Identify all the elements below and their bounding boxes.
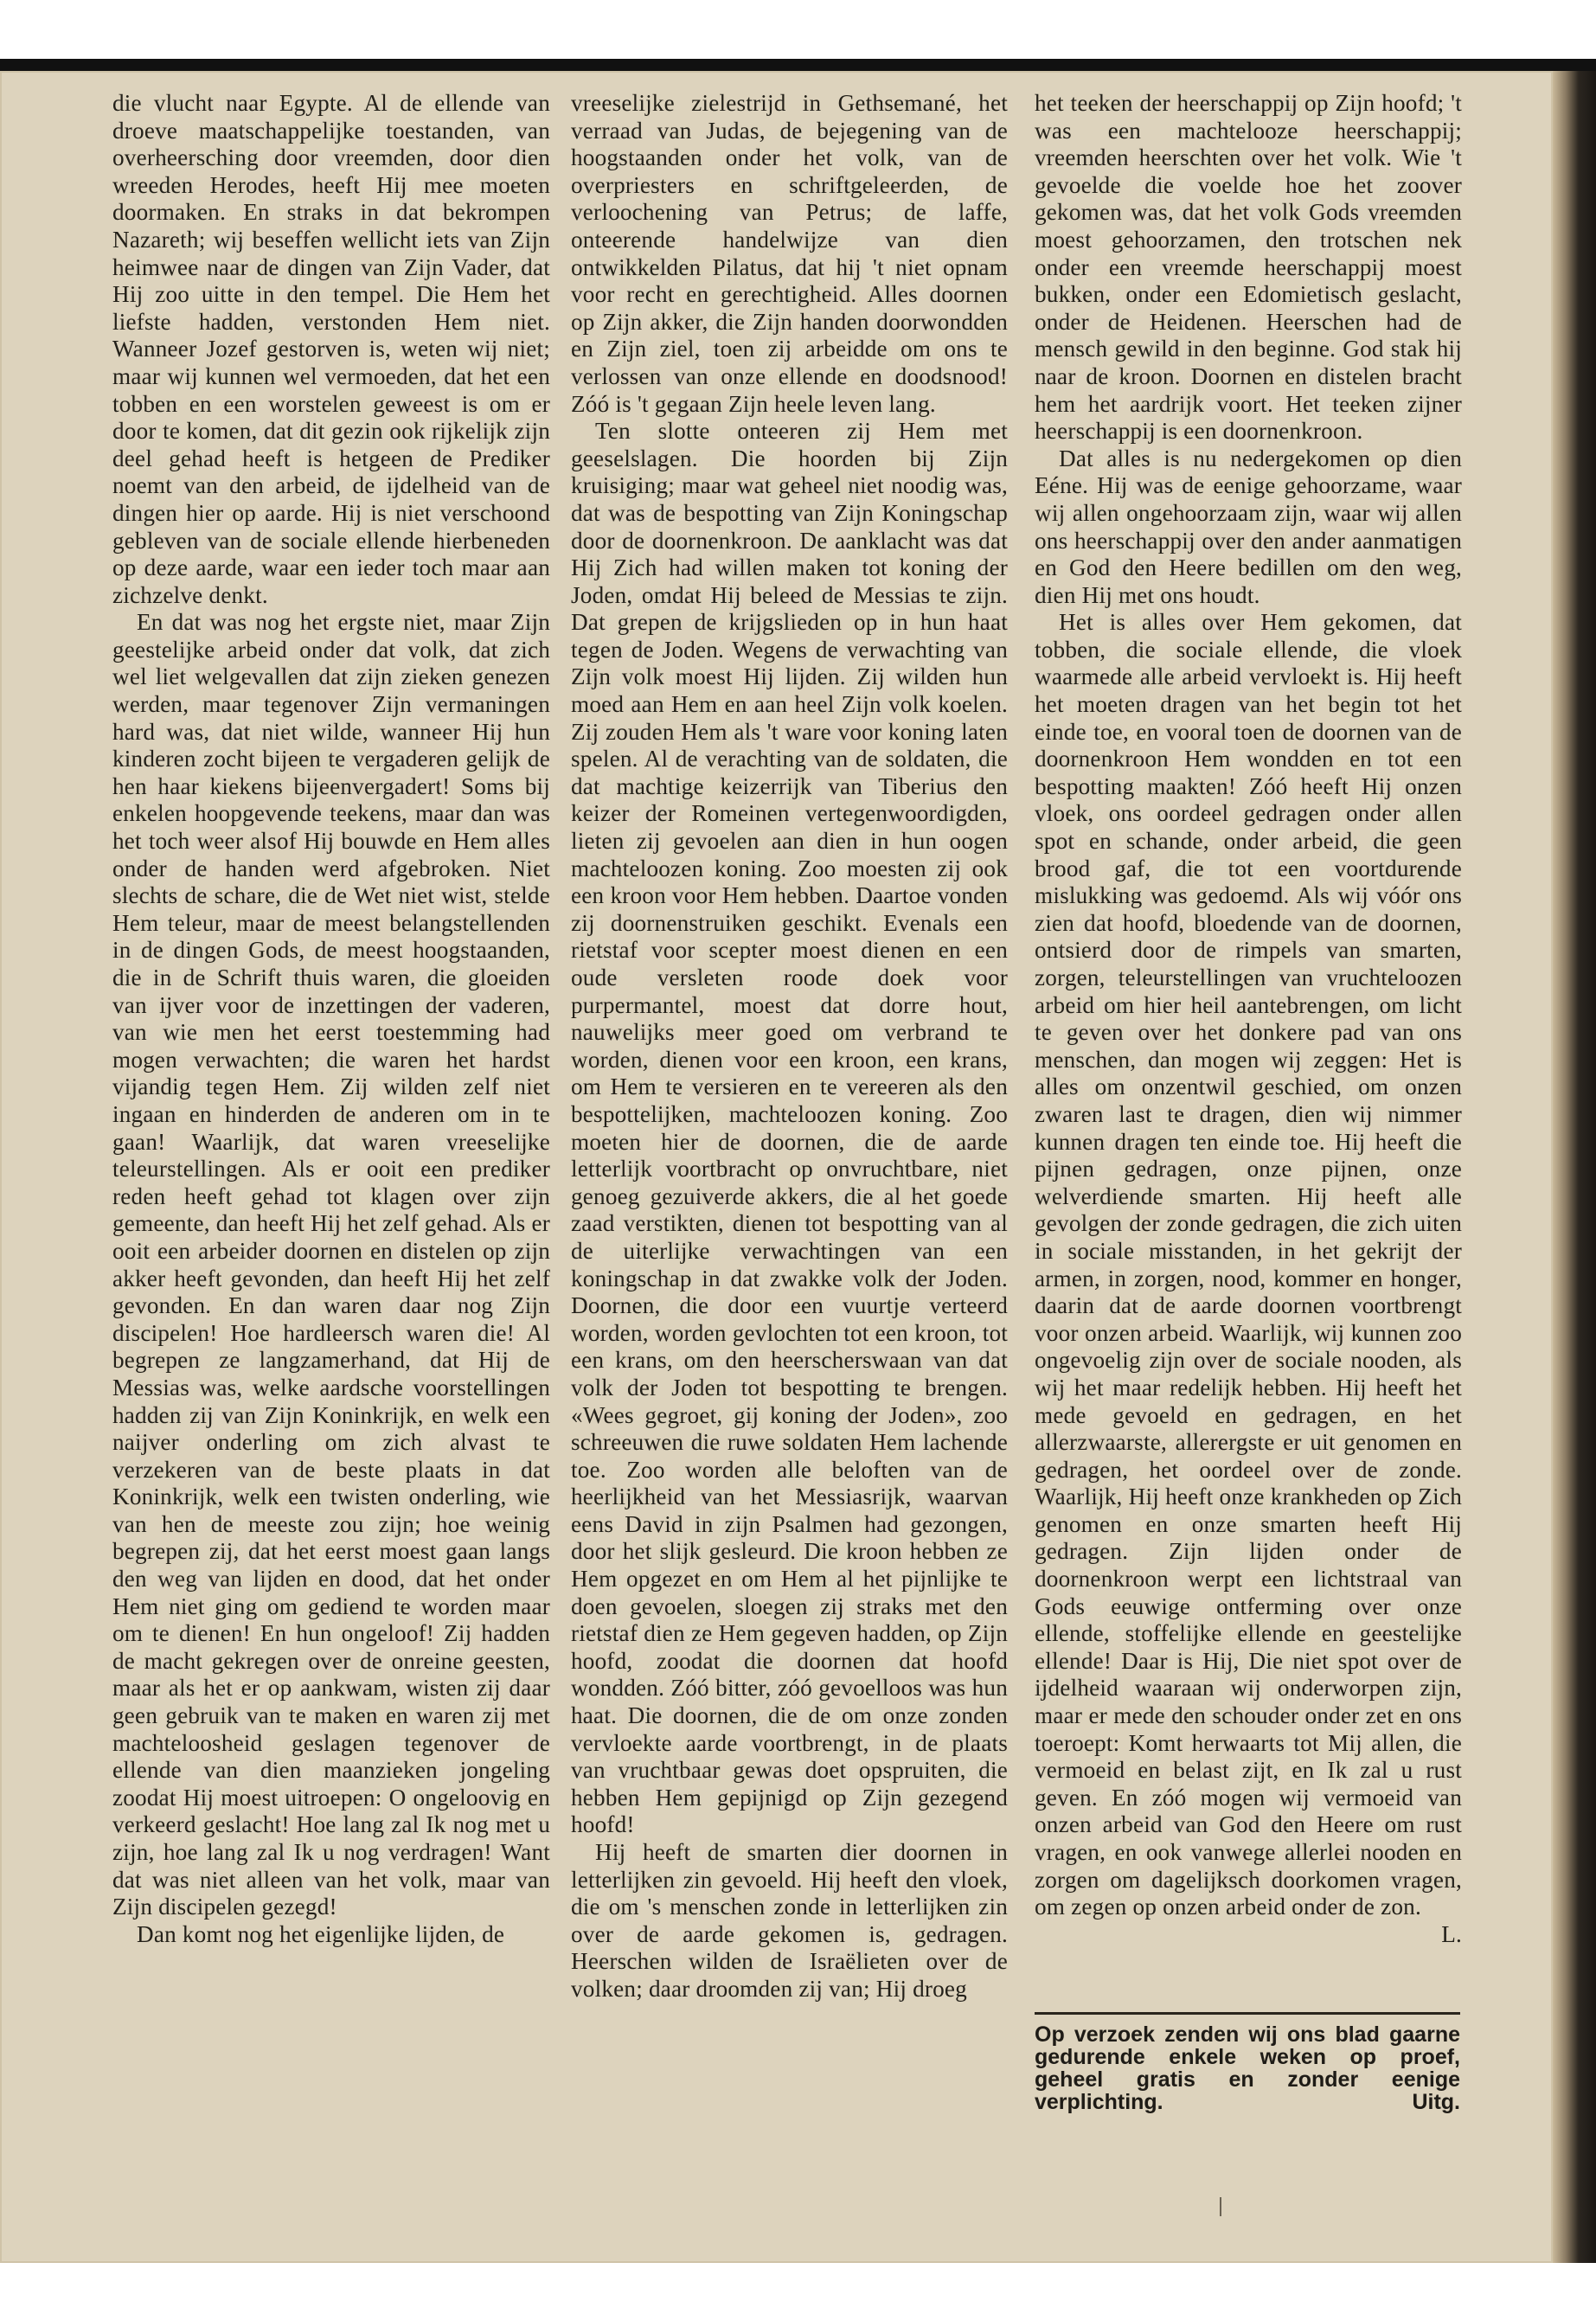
notice-text: Op verzoek zenden wij ons blad gaarne gedurende enkele weken op proef, geheel gratis en zonder eenige verplichting.	[1035, 2022, 1460, 2114]
paragraph: het teeken der heerschappij op Zijn hoofd; 't was een machtelooze heerschappij; vreemden heerschten over het volk. Wie 't gevoelde die voelde hoe het zoover gekomen was, dat het volk Gods vreemden moest gehoorzamen, den trotschen nek onder een vreemde heerschappij moest bukken, onder een Edomietisch geslacht, onder de Heidenen. Heerschen had de mensch gewild in den beginne. God stak hij naar de kroon. Doornen en distelen bracht hem het aardrijk voort. Het teeken zijner heerschappij is een doornenkroon.	[1035, 90, 1462, 445]
text-column-1	[112, 90, 550, 1948]
paragraph: En dat was nog het ergste niet, maar Zijn geestelijke arbeid onder dat volk, dat zich wel liet welgevallen dat zijn zieken genezen werden, maar tegenover Zijn vermaningen hard was, dat niet wilde, wanneer Hij hun kinderen zocht bijeen te vergaderen gelijk de hen haar kiekens bijeenvergadert! Soms bij enkelen hoopgevende teekens, maar dan was het toch weer alsof Hij bouwde en Hem alles onder de handen werd afgebroken. Niet slechts de schare, die de Wet niet wist, stelde Hem teleur, maar de meest belangstellenden in de dingen Gods, de meest hoogstaanden, die in de Schrift thuis waren, die gloeiden van ijver voor de inzettingen der vaderen, van wie men het eerst toestemming had mogen verwachten; die waren het hardst vijandig tegen Hem. Zij wilden zelf niet ingaan en hinderden de anderen om in te gaan! Waarlijk, dat waren vreeselijke teleurstellingen. Als er ooit een prediker reden heeft gehad tot klagen over zijn gemeente, dan heeft Hij het zelf gehad. Als er ooit een arbeider doornen en distelen op zijn akker heeft gevonden, dan heeft Hij het zelf gevonden. En dan waren daar nog Zijn discipelen! Hoe hardleersch waren die! Al begrepen ze langzamerhand, dat Hij de Messias was, welke aardsche voorstellingen hadden zij van Zijn Koninkrijk, en welk een naijver onderling om zich alvast te verzekeren van de beste plaats in dat Koninkrijk, welk een twisten onderling, wie van hen de meeste zou zijn; hoe weinig begrepen zij, dat het eerst moest gaan langs den weg van lijden en dood, dat het onder Hem niet ging om gediend te worden maar om te dienen! En hun ongeloof! Zij hadden de macht gekregen over de onreine geesten, maar als het er op aankwam, wisten zij daar geen gebruik van te maken en waren zij met machteloosheid geslagen tegenover de ellende van dien maanzieken jongeling zoodat Hij moest uitroepen: O ongeloovig en verkeerd geslacht! Hoe lang zal Ik nog met u zijn, hoe lang zal Ik u nog verdragen! Want dat was niet alleen van het volk, maar van Zijn discipelen gezegd!	[112, 609, 550, 1920]
notice-signature: Uitg.	[1412, 2090, 1460, 2114]
author-signature: L.	[1441, 1920, 1462, 1947]
print-mark	[1220, 2197, 1221, 2216]
subscription-notice	[1035, 2012, 1460, 2113]
page-spine	[1553, 71, 1596, 2263]
text-column-2	[571, 90, 1008, 2003]
scan-margin-top	[0, 0, 1596, 66]
paragraph: vreeselijke zielestrijd in Gethsemané, het verraad van Judas, de bejegening van de hoogstaanden onder het volk, van de overpriesters en schriftgeleerden, de verloochening van Petrus; de laffe, onteerende handelwijze van dien ontwikkelden Pilatus, dat hij 't niet opnam voor recht en gerechtigheid. Alles doornen op Zijn akker, die Zijn handen doorwondden en Zijn ziel, toen zij arbeidde om ons te verlossen van onze ellende en doodsnood! Zóó is 't gegaan Zijn heele leven lang.	[571, 90, 1008, 417]
scan-margin-bottom	[0, 2263, 1596, 2301]
text-column-3	[1035, 90, 1462, 1948]
paragraph: Dan komt nog het eigenlijke lijden, de	[137, 1920, 505, 1947]
paragraph: Het is alles over Hem gekomen, dat tobben, die sociale ellende, die vloek waarmede alle arbeid vervloekt is. Hij heeft het moeten dragen van het begin tot het einde toe, en vooral toen de doornen van de doornenkroon Hem wondden en tot een bespotting maakten! Zóó heeft Hij onzen vloek, ons oordeel gedragen onder allen spot en schande, onder arbeid, die geen brood gaf, die tot een voortdurende mislukking was gedoemd. Als wij vóór ons zien dat hoofd, bloedende van de doornen, ontsierd door de rimpels van smarten, zorgen, teleurstellingen van vruchteloozen arbeid om hier heil aantebrengen, om licht te geven over het donkere pad van ons menschen, dan mogen wij zeggen: Het is alles om onzentwil geschied, om onzen zwaren last te dragen, dien wij nimmer kunnen dragen ten einde toe. Hij heeft die pijnen gedragen, onze pijnen, onze welverdiende smarten. Hij heeft alle gevolgen der zonde gedragen, die zich uiten in sociale misstanden, in het gekrijt der armen, in zorgen, nood, kommer en honger, daarin dat de aarde doornen voortbrengt voor onzen arbeid. Waarlijk, wij kunnen zoo ongevoelig zijn over de sociale nooden, als wij het maar redelijk hebben. Hij heeft het mede gevoeld en gedragen, en het allerzwaarste, allerergste er uit genomen en gedragen, het oordeel over de zonde. Waarlijk, Hij heeft onze krankheden op Zich genomen en onze smarten heeft Hij gedragen. Zijn lijden onder de doornenkroon werpt een lichtstraal van Gods eeuwige ontferming over onze ellende, stoffelijke ellende en geestelijke ellende! Daar is Hij, Die niet spot over de ijdelheid waaraan wij onderworpen zijn, maar er mede den schouder onder zet en ons toeroept: Komt herwaarts tot Mij allen, die vermoeid en belast zijt, en Ik zal u rust geven. En zóó mogen wij vermoeid van onzen arbeid van God den Heere om rust vragen, en ook vanwege allerlei nooden en zorgen om dagelijksch doorkomen vragen, om zegen op onzen arbeid onder de zon.	[1035, 609, 1462, 1920]
paragraph: Hij heeft de smarten dier doornen in letterlijken zin gevoeld. Hij heeft den vloek, die om 's menschen zonde in letterlijken zin over de aarde gekomen is, gedragen. Heerschen wilden de Israëlieten over de volken; daar droomden zij van; Hij droeg	[571, 1839, 1008, 2002]
paragraph: Ten slotte onteeren zij Hem met geeselslagen. Die hoorden bij Zijn kruisiging; maar wat geheel niet noodig was, dat was de bespotting van Zijn Koningschap door de doornenkroon. De aanklacht was dat Hij Zich had willen maken tot koning der Joden, omdat Hij beleed de Messias te zijn. Dat grepen de krijgslieden op in hun haat tegen de Joden. Wegens de verwachting van Zijn volk moest Hij lijden. Zij wilden hun moed aan Hem en aan heel Zijn volk koelen. Zij zouden Hem als 't ware voor koning laten spelen. Al de verachting van de soldaten, die dat machtige keizerrijk van Tiberius den keizer der Romeinen vertegenwoordigden, lieten zij gevoelen aan dien in hun oogen machteloozen koning. Zoo moesten zij ook een kroon voor Hem hebben. Daartoe vonden zij doornenstruiken geschikt. Evenals een rietstaf voor scepter moest dienen en een oude versleten roode doek voor purpermantel, moest dat dorre hout, nauwelijks meer goed om verbrand te worden, dienen voor een kroon, een krans, om Hem te versieren en te vereeren als den bespottelijken, machteloozen koning. Zoo moeten hier de doornen, die de aarde letterlijk voortbracht op onvruchtbare, niet genoeg gezuiverde akkers, die al het goede zaad verstikten, dienen tot bespotting van al de uiterlijke verwachtingen van een koningschap in dat zwakke volk der Joden. Doornen, die door een vuurtje verteerd worden, worden gevlochten tot een kroon, tot een krans, om den heerscherswaan van dat volk der Joden tot bespotting te brengen. «Wees gegroet, gij koning der Joden», zoo schreeuwen die ruwe soldaten Hem lachende toe. Zoo worden alle beloften van de heerlijkheid van het Messiasrijk, waarvan eens David in zijn Psalmen had gezongen, door het slijk gesleurd. Die kroon hebben ze Hem opgezet en om Hem al het pijnlijke te doen gevoelen, sloegen zij straks met den rietstaf dien ze Hem gegeven hadden, op Zijn hoofd, zoodat die doornen dat hoofd wondden. Zóó bitter, zóó gevoelloos was hun haat. Die doornen, die de om onze zonden vervloekte aarde voortbrengt, in de plaats van vruchtbaar gewas doet opspruiten, die hebben Hem gepijnigd op Zijn gezegend hoofd!	[571, 418, 1008, 1838]
paragraph: Dat alles is nu nedergekomen op dien Eéne. Hij was de eenige gehoorzame, waar wij allen ongehoorzaam zijn, waar wij allen ons heerschappij over den ander aanmatigen en God den Heere bedillen om den weg, dien Hij met ons houdt.	[1035, 445, 1462, 608]
paragraph: die vlucht naar Egypte. Al de ellende van droeve maatschappelijke toestanden, van overheersching door vreemden, door dien wreeden Herodes, heeft Hij mee moeten doormaken. En straks in dat bekrompen Nazareth; wij beseffen wellicht iets van Zijn heimwee naar de dingen van Zijn Vader, dat Hij zoo uitte in den tempel. Die Hem het liefste hadden, verstonden Hem niet. Wanneer Jozef gestorven is, weten wij niet; maar wij kunnen wel vermoeden, dat het een tobben en een worstelen geweest is om er door te komen, dat dit gezin ook rijkelijk zijn deel gehad heeft is hetgeen de Prediker noemt van den arbeid, de ijdelheid van de dingen hier op aarde. Hij is niet verschoond gebleven van de sociale ellende hierbeneden op deze aarde, waar een ieder toch maar aan zichzelve denkt.	[112, 90, 550, 608]
